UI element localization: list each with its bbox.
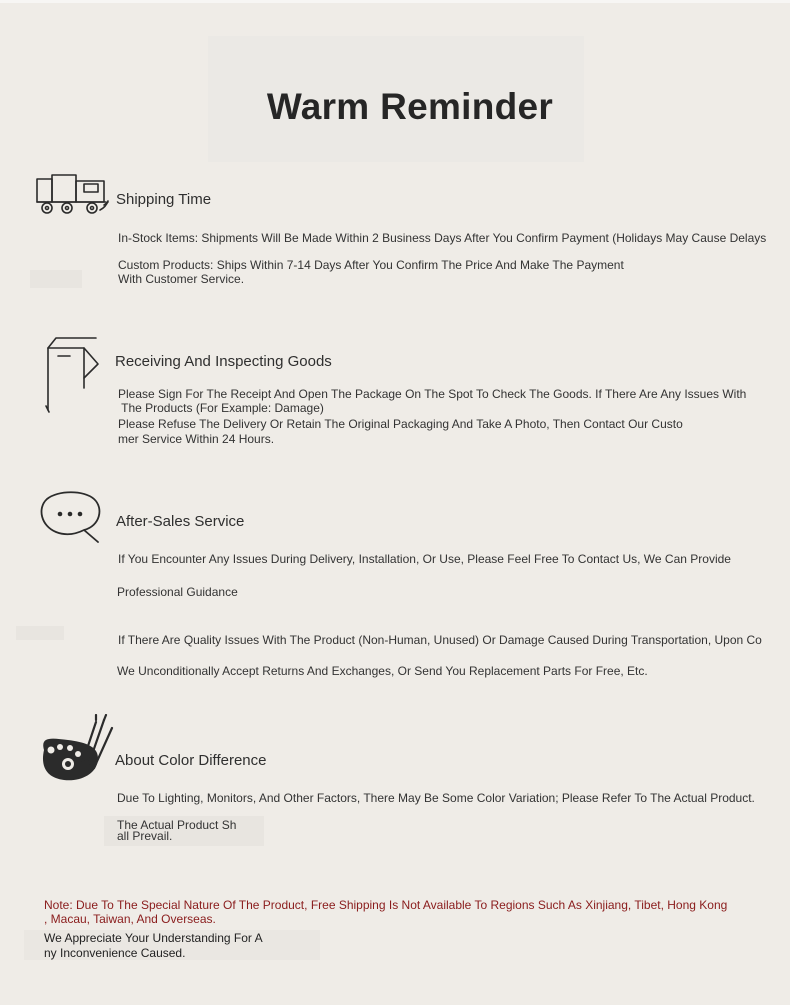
receiving-line: Please Sign For The Receipt And Open The Package On The Spot To Check The Goods. If There Are Any Issues With	[118, 387, 747, 401]
closing-message: ny Inconvenience Caused.	[44, 946, 186, 960]
section-heading-receiving: Receiving And Inspecting Goods	[115, 353, 332, 370]
shipping-exclusion-note: Note: Due To The Special Nature Of The Product, Free Shipping Is Not Available To Regions Such As Xinjiang, Tibet, Hong Kong	[44, 898, 728, 912]
receiving-line: Please Refuse The Delivery Or Retain The Original Packaging And Take A Photo, Then Contact Our Custo	[118, 417, 683, 431]
section-heading-shipping: Shipping Time	[116, 191, 212, 208]
section-heading-after-sales: After-Sales Service	[116, 513, 245, 530]
after-sales-line: If There Are Quality Issues With The Product (Non-Human, Unused) Or Damage Caused During Transportation, Upon Co	[118, 633, 762, 647]
after-sales-line: Professional Guidance	[117, 585, 238, 599]
color-difference-line: all Prevail.	[117, 829, 173, 843]
background-smudge	[30, 270, 82, 288]
background-smudge	[16, 626, 64, 640]
color-difference-line: The Actual Product Sh	[117, 818, 237, 832]
shipping-line: With Customer Service.	[118, 272, 245, 286]
shipping-exclusion-note: , Macau, Taiwan, And Overseas.	[44, 912, 216, 926]
receiving-line: The Products (For Example: Damage)	[118, 401, 324, 415]
shipping-line: In-Stock Items: Shipments Will Be Made Within 2 Business Days After You Confirm Payment (Holidays May Cause Delays	[118, 231, 767, 245]
after-sales-line: We Unconditionally Accept Returns And Exchanges, Or Send You Replacement Parts For Free, Etc.	[117, 664, 648, 678]
closing-message: We Appreciate Your Understanding For A	[44, 931, 263, 945]
open-box-icon	[38, 334, 110, 418]
shipping-line: Custom Products: Ships Within 7-14 Days After You Confirm The Price And Make The Payment	[118, 258, 624, 272]
paint-palette-icon	[38, 714, 116, 786]
after-sales-line: If You Encounter Any Issues During Delivery, Installation, Or Use, Please Feel Free To Contact Us, We Can Provide	[118, 552, 731, 566]
receiving-line: mer Service Within 24 Hours.	[118, 432, 275, 446]
color-difference-line: Due To Lighting, Monitors, And Other Factors, There May Be Some Color Variation; Please Refer To The Actual Product.	[117, 791, 755, 805]
speech-bubble-icon	[38, 490, 106, 548]
page-title: Warm Reminder	[266, 86, 554, 127]
delivery-truck-icon	[34, 172, 114, 218]
section-heading-color-difference: About Color Difference	[115, 752, 267, 769]
